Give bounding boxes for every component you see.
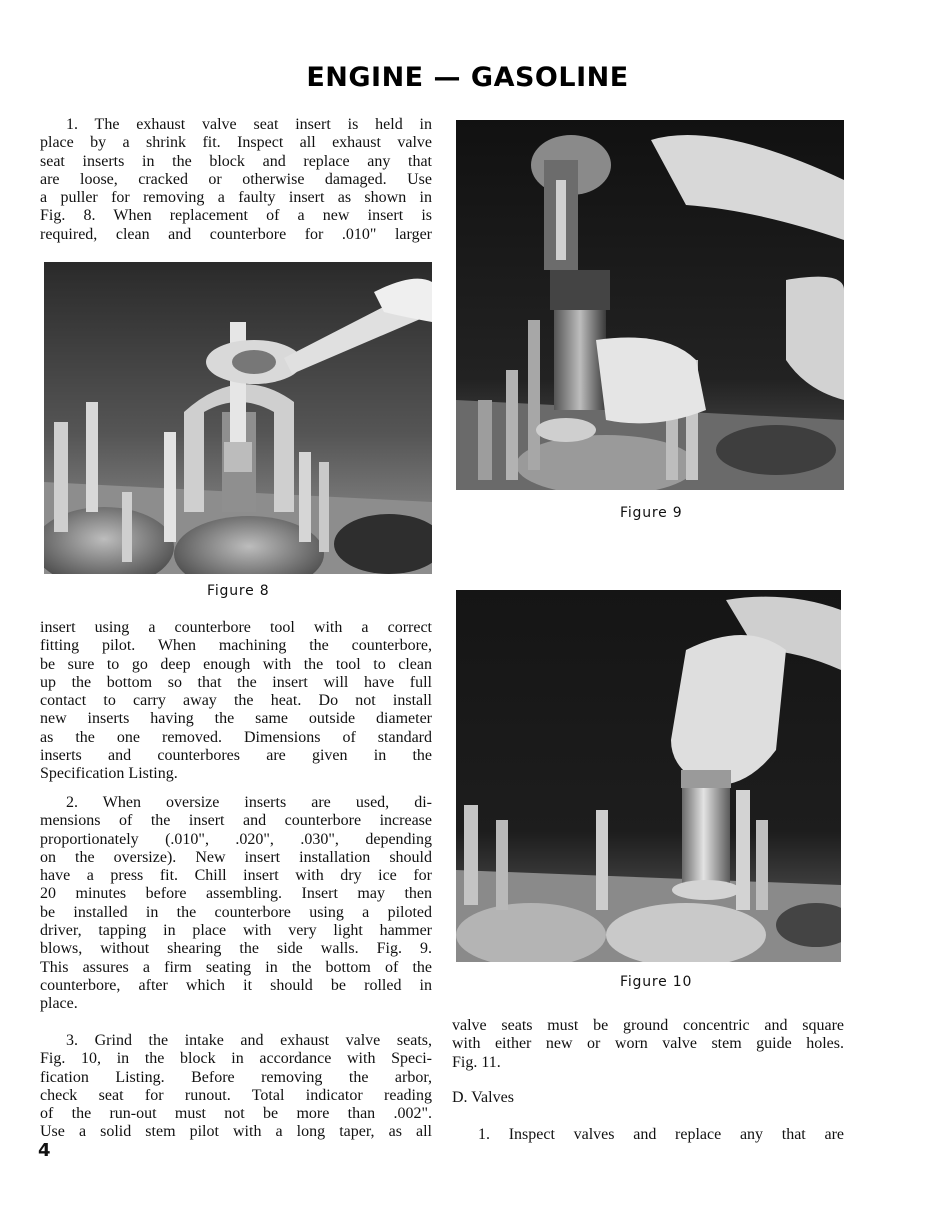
figure-9-caption: Figure 9 — [620, 505, 683, 521]
text-line: of the run-out must not be more than .002". — [40, 1105, 432, 1123]
valve-seat-puller-image — [44, 262, 432, 574]
text-line: proportionately (.010", .020", .030", depending — [40, 830, 432, 848]
text-line: blows, without shearing the side walls. Fig. 9. — [40, 940, 432, 958]
text-line: Fig. 8. When replacement of a new insert is — [40, 207, 432, 225]
text-line: valve seats must be ground concentric and square — [452, 1017, 844, 1034]
text-line: up the bottom so that the insert will have full — [40, 673, 432, 691]
paragraph-1-continued — [40, 619, 432, 784]
text-line: seat inserts in the block and replace any that — [40, 152, 432, 170]
figure-8-photo — [44, 262, 432, 574]
text-line: required, clean and counterbore for .010" larger — [40, 225, 432, 243]
text-line: check seat for runout. Total indicator reading — [40, 1086, 432, 1104]
text-line: place. — [40, 995, 78, 1013]
valve-seat-grinder-image — [456, 590, 841, 962]
text-line: as the one removed. Dimensions of standard — [40, 728, 432, 746]
text-line: driver, tapping in place with very light hammer — [40, 922, 432, 940]
text-line: inserts and counterbores are given in the — [40, 747, 432, 765]
text-line: Specification Listing. — [40, 765, 178, 783]
paragraph-3 — [40, 1032, 432, 1142]
figure-9-photo — [456, 120, 844, 490]
section-d-heading: D. Valves — [452, 1089, 514, 1106]
text-line: a puller for removing a faulty insert as shown in — [40, 189, 432, 207]
paragraph-3-continued — [452, 1017, 844, 1072]
paragraph-d1 — [452, 1126, 844, 1144]
figure-10-photo — [456, 590, 841, 962]
text-line: on the oversize). New insert installation should — [40, 848, 432, 866]
text-line: Use a solid stem pilot with a long taper, as all — [40, 1123, 432, 1141]
text-line: Fig. 11. — [452, 1053, 501, 1071]
text-line: contact to carry away the heat. Do not install — [40, 692, 432, 710]
text-line: be sure to go deep enough with the tool to clean — [40, 655, 432, 673]
text-line: 3. Grind the intake and exhaust valve seats, — [66, 1032, 432, 1049]
text-line: 1. Inspect valves and replace any that are — [478, 1126, 844, 1143]
text-line: 1. The exhaust valve seat insert is held in — [66, 116, 432, 133]
text-line: new inserts having the same outside diameter — [40, 710, 432, 728]
text-line: counterbore, after which it should be rolled in — [40, 976, 432, 994]
text-line: This assures a firm seating in the bottom of the — [40, 958, 432, 976]
text-line: with either new or worn valve stem guide holes. — [452, 1035, 844, 1053]
page-number: 4 — [38, 1140, 51, 1161]
text-line: Fig. 10, in the block in accordance with Speci- — [40, 1050, 432, 1068]
paragraph-1 — [40, 116, 432, 244]
text-line: are loose, cracked or otherwise damaged. Use — [40, 170, 432, 188]
text-line: 2. When oversize inserts are used, di- — [66, 794, 432, 811]
text-line: mensions of the insert and counterbore increase — [40, 812, 432, 830]
figure-10-caption: Figure 10 — [620, 974, 693, 990]
figure-8-caption: Figure 8 — [207, 583, 270, 599]
text-line: place by a shrink fit. Inspect all exhaust valve — [40, 134, 432, 152]
text-line: be installed in the counterbore using a piloted — [40, 903, 432, 921]
text-line: 20 minutes before assembling. Insert may then — [40, 885, 432, 903]
text-line: have a press fit. Chill insert with dry ice for — [40, 867, 432, 885]
text-line: insert using a counterbore tool with a correct — [40, 619, 432, 636]
page-title: ENGINE — GASOLINE — [306, 62, 629, 93]
paragraph-2 — [40, 794, 432, 1014]
text-line: fication Listing. Before removing the arbor, — [40, 1068, 432, 1086]
hammer-driver-image — [456, 120, 844, 490]
text-line: fitting pilot. When machining the counterbore, — [40, 637, 432, 655]
